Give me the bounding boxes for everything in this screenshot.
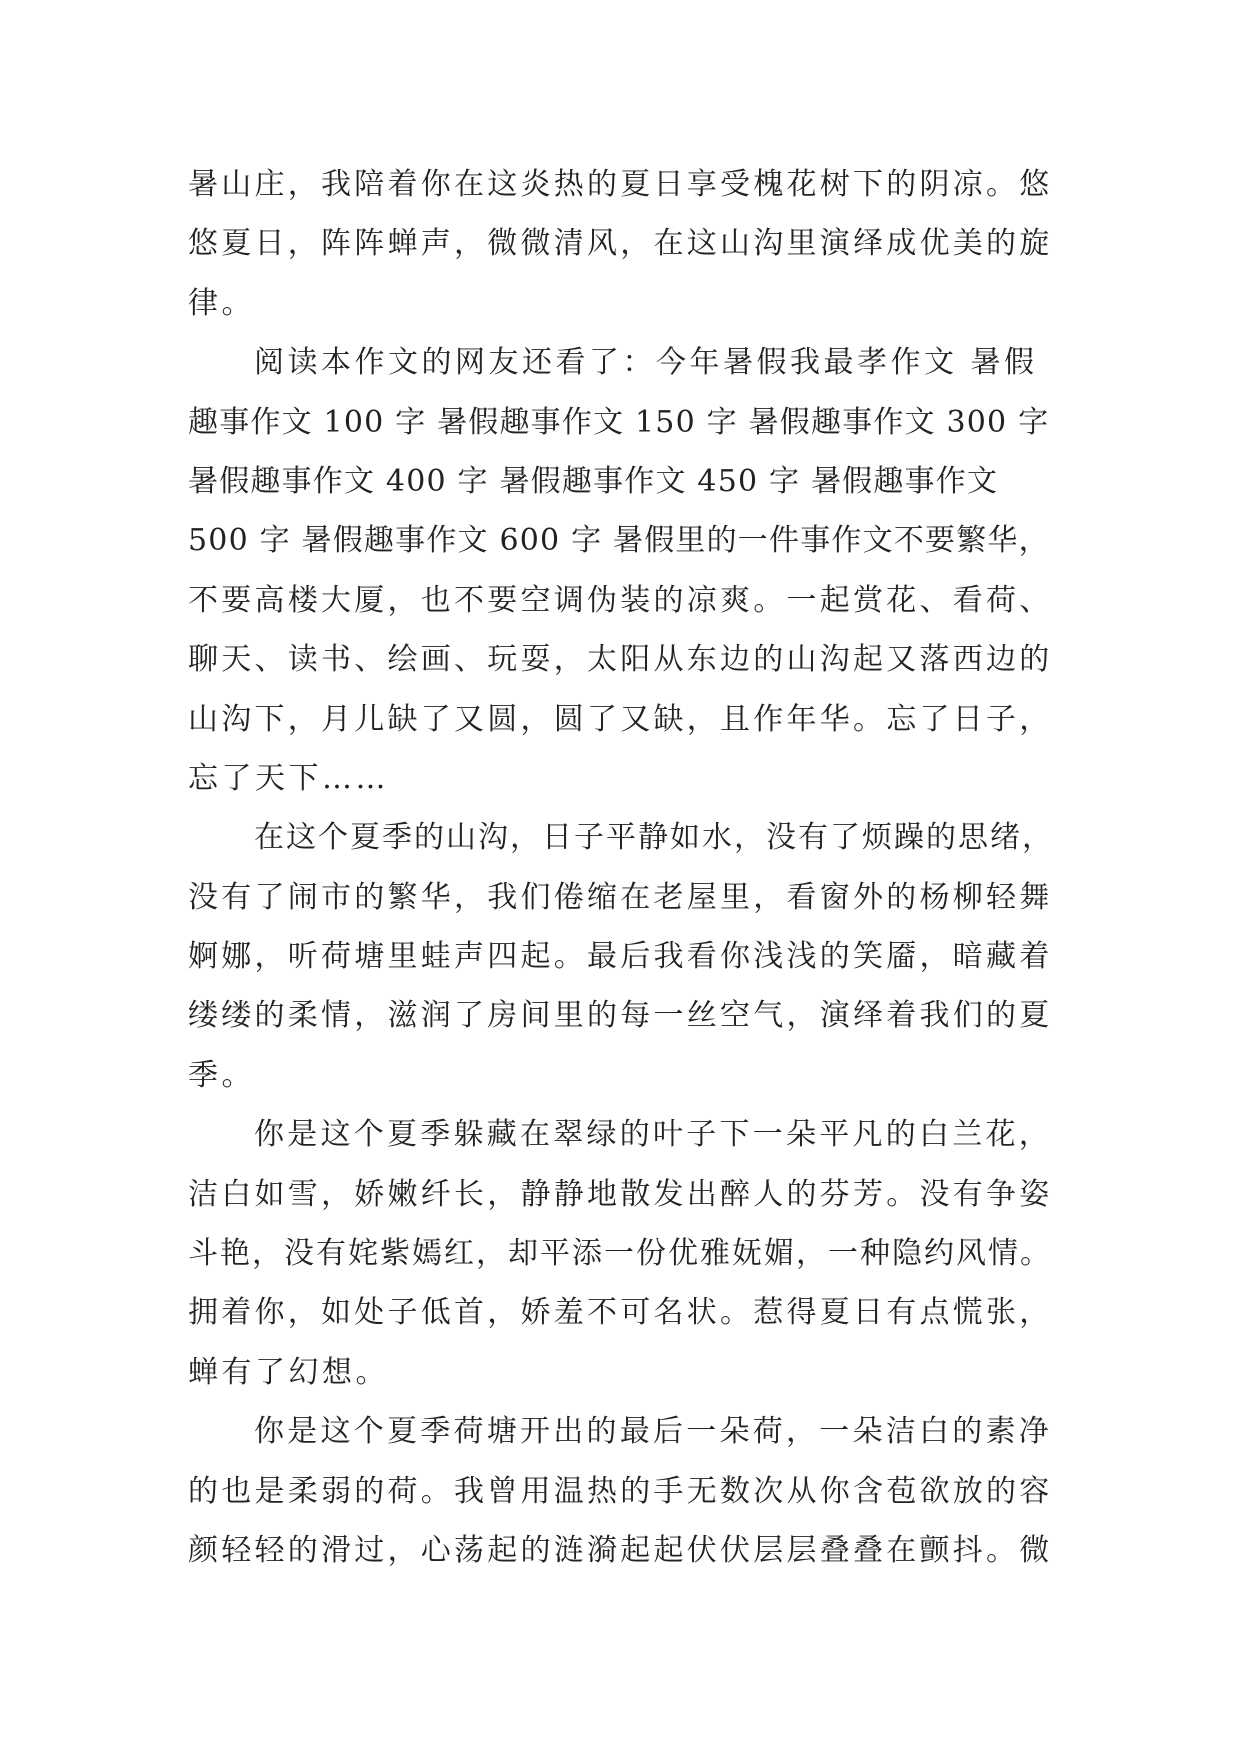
text-line: 没有了闹市的繁华，我们倦缩在老屋里，看窗外的杨柳轻舞 <box>188 879 1053 915</box>
text-line: 蝉有了幻想。 <box>188 1354 389 1390</box>
text-line: 阅读本作文的网友还看了：今年暑假我最孝作文 暑假 <box>254 345 1038 381</box>
text-line: 你是这个夏季躲藏在翠绿的叶子下一朵平凡的白兰花， <box>254 1117 1052 1153</box>
text-line: 拥着你，如处子低首，娇羞不可名状。惹得夏日有点慌张， <box>188 1295 1053 1331</box>
text-line: 你是这个夏季荷塘开出的最后一朵荷，一朵洁白的素净 <box>254 1414 1052 1450</box>
text-line: 悠夏日，阵阵蝉声，微微清风，在这山沟里演绎成优美的旋 <box>188 226 1053 262</box>
text-line: 500 字 暑假趣事作文 600 字 暑假里的一件事作文不要繁华， <box>188 523 1050 559</box>
text-line: 缕缕的柔情，滋润了房间里的每一丝空气，演绎着我们的夏 <box>188 998 1053 1034</box>
text-line: 暑山庄，我陪着你在这炎热的夏日享受槐花树下的阴凉。悠 <box>188 167 1053 202</box>
text-line: 山沟下，月儿缺了又圆，圆了又缺，且作年华。忘了日子， <box>188 701 1053 737</box>
text-line: 季。 <box>188 1057 255 1093</box>
text-line: 聊天、读书、绘画、玩耍，太阳从东边的山沟起又落西边的 <box>188 642 1053 678</box>
text-line: 不要高楼大厦，也不要空调伪装的凉爽。一起赏花、看荷、 <box>188 582 1053 618</box>
text-line: 暑假趣事作文 400 字 暑假趣事作文 450 字 暑假趣事作文 <box>188 463 999 499</box>
essay-body <box>188 155 1054 1580</box>
text-line: 在这个夏季的山沟，日子平静如水，没有了烦躁的思绪， <box>254 820 1054 856</box>
text-line: 斗艳，没有姹紫嫣红，却平添一份优雅妩媚，一种隐约风情。 <box>188 1236 1052 1272</box>
text-line: 洁白如雪，娇嫩纤长，静静地散发出醉人的芬芳。没有争姿 <box>188 1176 1053 1212</box>
text-line: 婀娜，听荷塘里蛙声四起。最后我看你浅浅的笑靥，暗藏着 <box>188 939 1053 975</box>
text-line: 律。 <box>188 285 255 321</box>
text-line: 忘了天下…… <box>188 760 389 796</box>
text-line: 趣事作文 100 字 暑假趣事作文 150 字 暑假趣事作文 300 字 <box>188 404 1050 440</box>
text-line: 颜轻轻的滑过，心荡起的涟漪起起伏伏层层叠叠在颤抖。微 <box>188 1532 1053 1568</box>
text-line: 的也是柔弱的荷。我曾用温热的手无数次从你含苞欲放的容 <box>188 1473 1053 1509</box>
